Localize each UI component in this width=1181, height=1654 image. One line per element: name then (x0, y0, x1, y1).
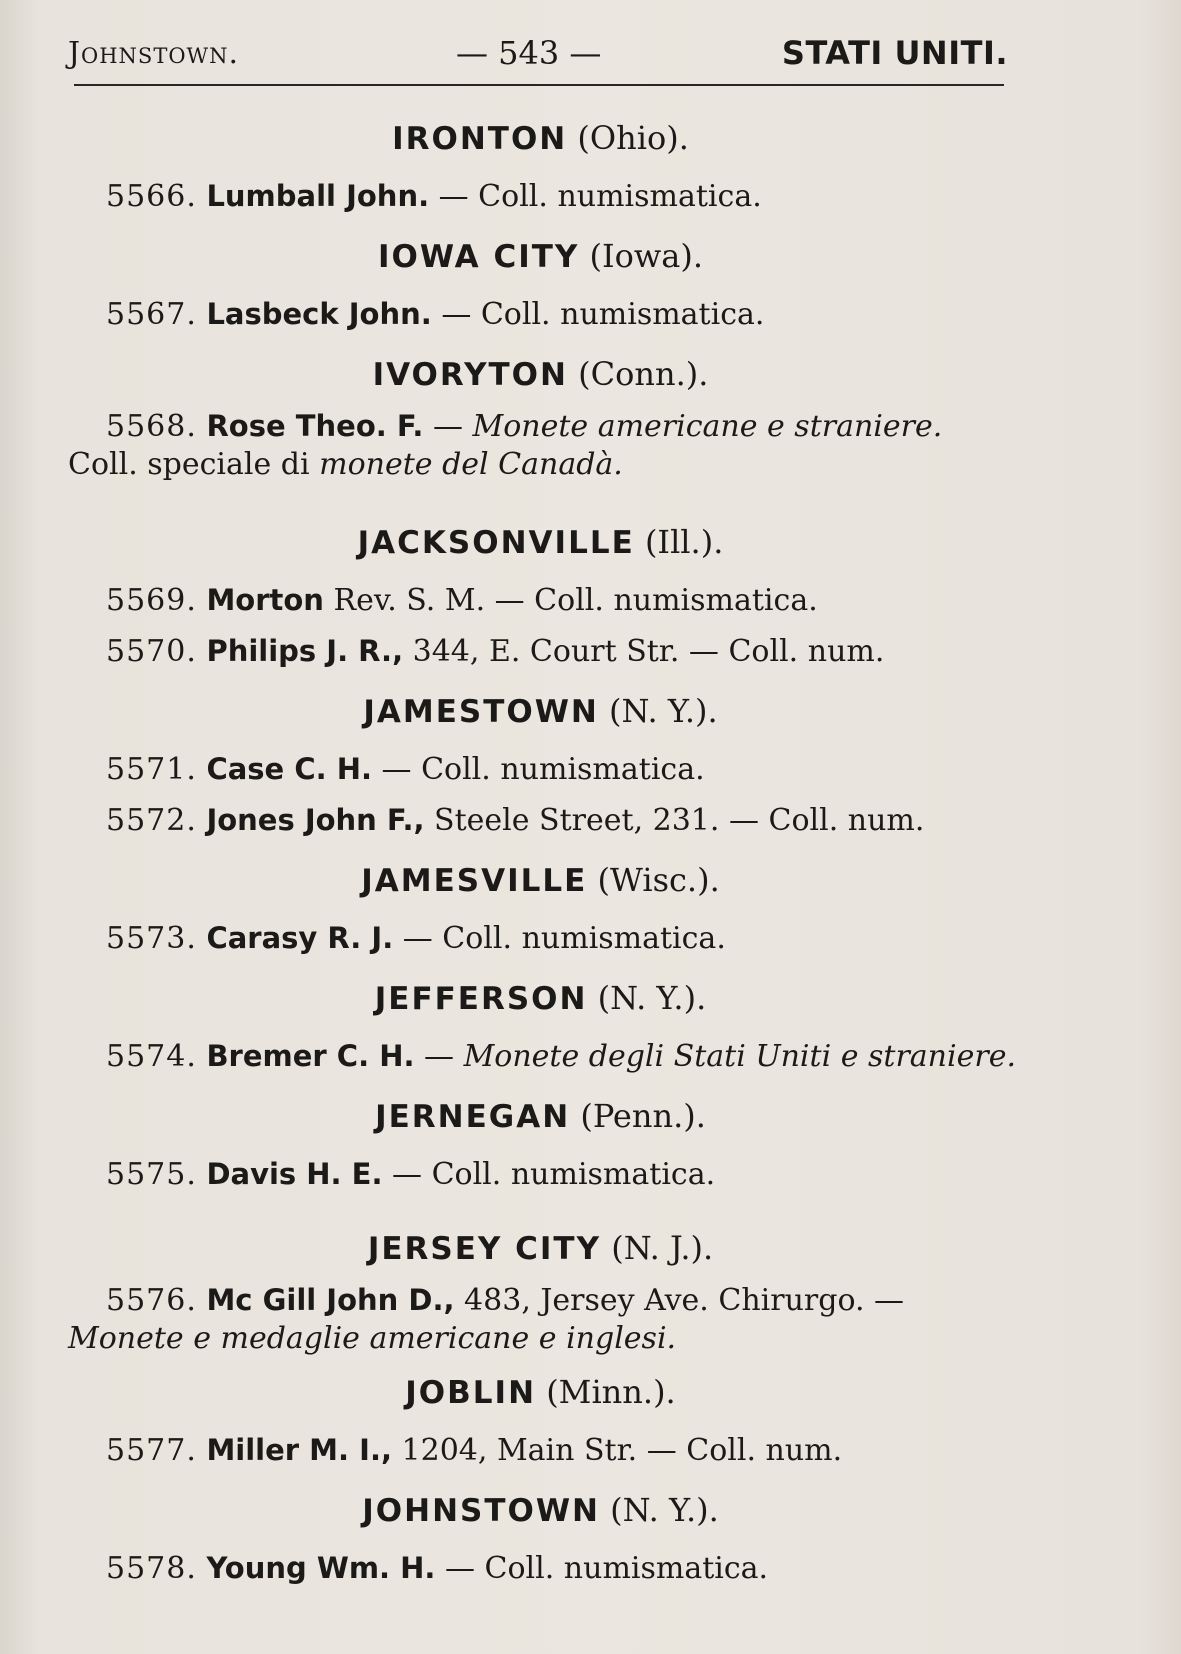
directory-list (68, 104, 1016, 1594)
entry-name: Young Wm. H. (206, 1551, 436, 1585)
directory-entry (68, 407, 1013, 484)
entry-name: Philips J. R., (206, 634, 404, 668)
directory-entry (68, 1031, 1016, 1082)
town-name: IRONTON (392, 121, 568, 157)
entry-number: 5578. (106, 1551, 197, 1586)
entry-number: 5566. (106, 179, 197, 214)
entry-description: Steele Street, 231. — Coll. num. (424, 803, 925, 838)
entry-description: Rev. S. M. — Coll. numismatica. (323, 583, 818, 618)
running-head-left: Johnstown. (68, 36, 240, 71)
directory-entry (68, 1425, 1013, 1476)
header-rule (74, 84, 1004, 86)
town-heading (68, 520, 1013, 565)
directory-entry (68, 575, 1013, 626)
entry-name: Lumball John. (206, 179, 430, 213)
town-heading (68, 689, 1013, 734)
town-name: JAMESTOWN (363, 694, 599, 730)
directory-entry (68, 1281, 1013, 1358)
entry-description: 344, E. Court Str. — Coll. num. (403, 634, 885, 669)
entry-name: Carasy R. J. (206, 921, 394, 955)
town-name: JACKSONVILLE (357, 525, 635, 561)
entry-name: Lasbeck John. (206, 297, 432, 331)
directory-entry (68, 1149, 1013, 1200)
page-number: — 543 — (456, 34, 602, 72)
entry-number: 5570. (106, 634, 197, 669)
town-heading (68, 352, 1013, 397)
entry-number: 5572. (106, 803, 197, 838)
entry-number: 5573. (106, 921, 197, 956)
town-name: JOBLIN (405, 1375, 537, 1411)
town-heading (68, 976, 1013, 1021)
directory-entry (68, 744, 1013, 795)
entry-name: Case C. H. (206, 752, 372, 786)
town-heading (68, 858, 1013, 903)
town-state: (Ill.). (644, 523, 724, 561)
town-state: (Iowa). (589, 237, 704, 275)
town-state: (N. Y.). (597, 979, 707, 1017)
town-name: JEFFERSON (374, 981, 588, 1017)
entry-description: — Coll. numismatica. (431, 297, 765, 332)
entry-description: — Coll. numismatica. (435, 1551, 769, 1586)
entry-description: — Coll. numismatica. (382, 1157, 716, 1192)
entry-number: 5567. (106, 297, 197, 332)
directory-entry (68, 1543, 1013, 1594)
town-heading (68, 1488, 1013, 1533)
entry-name: Jones John F., (206, 803, 425, 837)
entry-number: 5574. (106, 1039, 197, 1074)
town-state: (Conn.). (578, 355, 709, 393)
entry-description-italic: Monete americane e straniere. (472, 409, 943, 444)
entry-number: 5569. (106, 583, 197, 618)
town-name: JAMESVILLE (361, 863, 588, 899)
town-name: IVORYTON (372, 357, 568, 393)
town-heading (68, 1094, 1013, 1139)
directory-entry (68, 795, 1013, 846)
directory-entry (68, 289, 1013, 340)
entry-name: Mc Gill John D., (206, 1283, 455, 1317)
entry-number: 5575. (106, 1157, 197, 1192)
running-head (68, 30, 1008, 78)
entry-name: Morton (206, 583, 324, 617)
town-name: JERSEY CITY (367, 1231, 602, 1267)
directory-entry (68, 913, 1013, 964)
town-name: JOHNSTOWN (362, 1493, 600, 1529)
town-state: (Ohio). (577, 119, 689, 157)
town-name: IOWA CITY (377, 239, 580, 275)
town-state: (N. Y.). (610, 1491, 719, 1529)
spacer (68, 494, 1013, 508)
entry-name: Rose Theo. F. (206, 409, 424, 443)
entry-description: — Coll. numismatica. (372, 752, 705, 787)
entry-number: 5571. (106, 752, 197, 787)
town-heading (68, 1226, 1013, 1271)
entry-name: Miller M. I., (206, 1433, 392, 1467)
entry-description: Coll. speciale di (68, 447, 320, 482)
town-heading (68, 1370, 1013, 1415)
entry-name: Davis H. E. (206, 1157, 383, 1191)
entry-dash: — (423, 409, 473, 444)
directory-entry (68, 626, 1013, 677)
entry-number: 5568. (106, 409, 197, 444)
running-head-right: STATI UNITI. (781, 34, 1008, 72)
town-state: (N. Y.). (609, 692, 718, 730)
entry-number: 5576. (106, 1283, 197, 1318)
town-state: (Penn.). (580, 1097, 706, 1135)
town-state: (N. J.). (611, 1229, 714, 1267)
town-heading (68, 234, 1013, 279)
directory-entry (68, 171, 1013, 222)
town-name: JERNEGAN (375, 1099, 571, 1135)
entry-description: — Coll. numismatica. (393, 921, 726, 956)
entry-description: 483, Jersey Ave. Chirurgo. — (454, 1283, 905, 1318)
entry-number: 5577. (106, 1433, 197, 1468)
entry-name: Bremer C. H. (206, 1039, 415, 1073)
town-heading (68, 116, 1013, 161)
entry-description-italic: Monete e medaglie americane e inglesi. (68, 1321, 677, 1356)
entry-dash: — (414, 1039, 464, 1074)
entry-description: — Coll. numismatica. (429, 179, 762, 214)
town-state: (Wisc.). (597, 861, 720, 899)
entry-description: 1204, Main Str. — Coll. num. (391, 1433, 843, 1468)
spacer (68, 1200, 1013, 1214)
town-state: (Minn.). (546, 1373, 676, 1411)
entry-description-italic: monete del Canadà. (319, 447, 623, 482)
entry-description-italic: Monete degli Stati Uniti e straniere. (463, 1039, 1016, 1074)
